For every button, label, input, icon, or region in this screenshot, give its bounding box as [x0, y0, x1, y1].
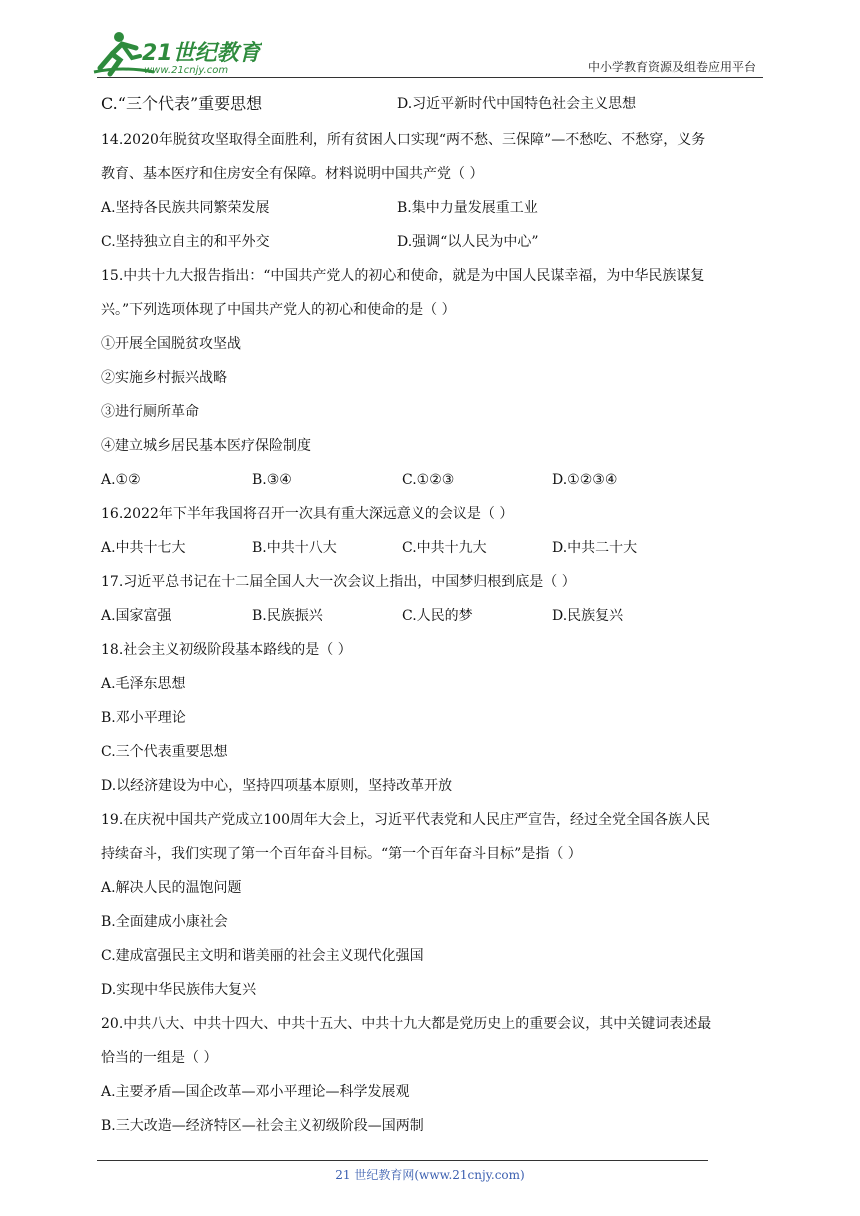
footer-text: 21 世纪教育网(www.21cnjy.com)	[335, 1168, 525, 1182]
text-line: A.坚持各民族共同繁荣发展	[101, 200, 270, 216]
option-item: D.①②③④	[552, 472, 618, 488]
text-line: ①开展全国脱贫攻坚战	[101, 336, 241, 352]
text-line: 15.中共十九大报告指出：“中国共产党人的初心和使命，就是为中国人民谋幸福，为中华民族谋复	[101, 268, 705, 284]
footer-divider	[97, 1160, 708, 1161]
text-line: D.以经济建设为中心，坚持四项基本原则，坚持改革开放	[101, 778, 453, 794]
option-item: B.③④	[252, 472, 292, 488]
text-line: 17.习近平总书记在十二届全国人大一次会议上指出，中国梦归根到底是（ ）	[101, 574, 576, 590]
text-line: D.实现中华民族伟大复兴	[101, 982, 257, 998]
option-item: C.①②③	[402, 472, 455, 488]
header-platform-text: 中小学教育资源及组卷应用平台	[587, 60, 756, 74]
site-logo	[92, 28, 262, 78]
text-line: 恰当的一组是（ ）	[101, 1050, 218, 1066]
option-col2: D.强调“以人民为中心”	[397, 234, 539, 250]
option-item: C.人民的梦	[402, 608, 473, 624]
text-line: 19.在庆祝中国共产党成立100周年大会上，习近平代表党和人民庄严宣告，经过全党全国各族人民	[101, 812, 710, 828]
logo-url: www.21cnjy.com	[144, 65, 229, 76]
text-line: 20.中共八大、中共十四大、中共十五大、中共十九大都是党历史上的重要会议，其中关键词表述最	[101, 1016, 712, 1032]
logo-text: 21世纪教育	[142, 41, 261, 66]
text-line: B.三大改造—经济特区—社会主义初级阶段—国两制	[101, 1118, 424, 1134]
option-item: B.中共十八大	[252, 540, 337, 556]
text-line: 教育、基本医疗和住房安全有保障。材料说明中国共产党（ ）	[101, 166, 484, 182]
text-line: C.坚持独立自主的和平外交	[101, 234, 270, 250]
text-line: ③进行厕所革命	[101, 404, 199, 420]
page-header	[0, 0, 860, 80]
option-item: C.中共十九大	[402, 540, 487, 556]
text-line: A.解决人民的温饱问题	[101, 880, 242, 896]
text-line: C.三个代表重要思想	[101, 744, 228, 760]
option-col2: B.集中力量发展重工业	[397, 200, 538, 216]
option-item: D.中共二十大	[552, 540, 638, 556]
text-line: B.全面建成小康社会	[101, 914, 228, 930]
text-line: 14.2020年脱贫攻坚取得全面胜利，所有贫困人口实现“两不愁、三保障”—不愁吃、不愁穿，义务	[101, 132, 706, 148]
text-line: ④建立城乡居民基本医疗保险制度	[101, 438, 311, 454]
text-line: 持续奋斗，我们实现了第一个百年奋斗目标。“第一个百年奋斗目标”是指（ ）	[101, 846, 582, 862]
text-line: C.建成富强民主文明和谐美丽的社会主义现代化强国	[101, 948, 424, 964]
text-line: ②实施乡村振兴战略	[101, 370, 227, 386]
text-line: A.中共十七大	[101, 540, 186, 556]
text-line: A.毛泽东思想	[101, 676, 186, 692]
option-item: D.民族复兴	[552, 608, 624, 624]
text-line: A.国家富强	[101, 608, 172, 624]
text-line: 兴。”下列选项体现了中国共产党人的初心和使命的是（ ）	[101, 302, 456, 318]
header-divider	[97, 77, 763, 78]
option-col2: D.习近平新时代中国特色社会主义思想	[397, 96, 637, 112]
text-line: C.“三个代表”重要思想	[101, 94, 263, 113]
text-line: 16.2022年下半年我国将召开一次具有重大深远意义的会议是（ ）	[101, 506, 514, 522]
text-line: A.主要矛盾—国企改革—邓小平理论—科学发展观	[101, 1084, 410, 1100]
text-line: A.①②	[101, 472, 141, 488]
option-item: B.民族振兴	[252, 608, 323, 624]
text-line: 18.社会主义初级阶段基本路线的是（ ）	[101, 642, 352, 658]
text-line: B.邓小平理论	[101, 710, 186, 726]
